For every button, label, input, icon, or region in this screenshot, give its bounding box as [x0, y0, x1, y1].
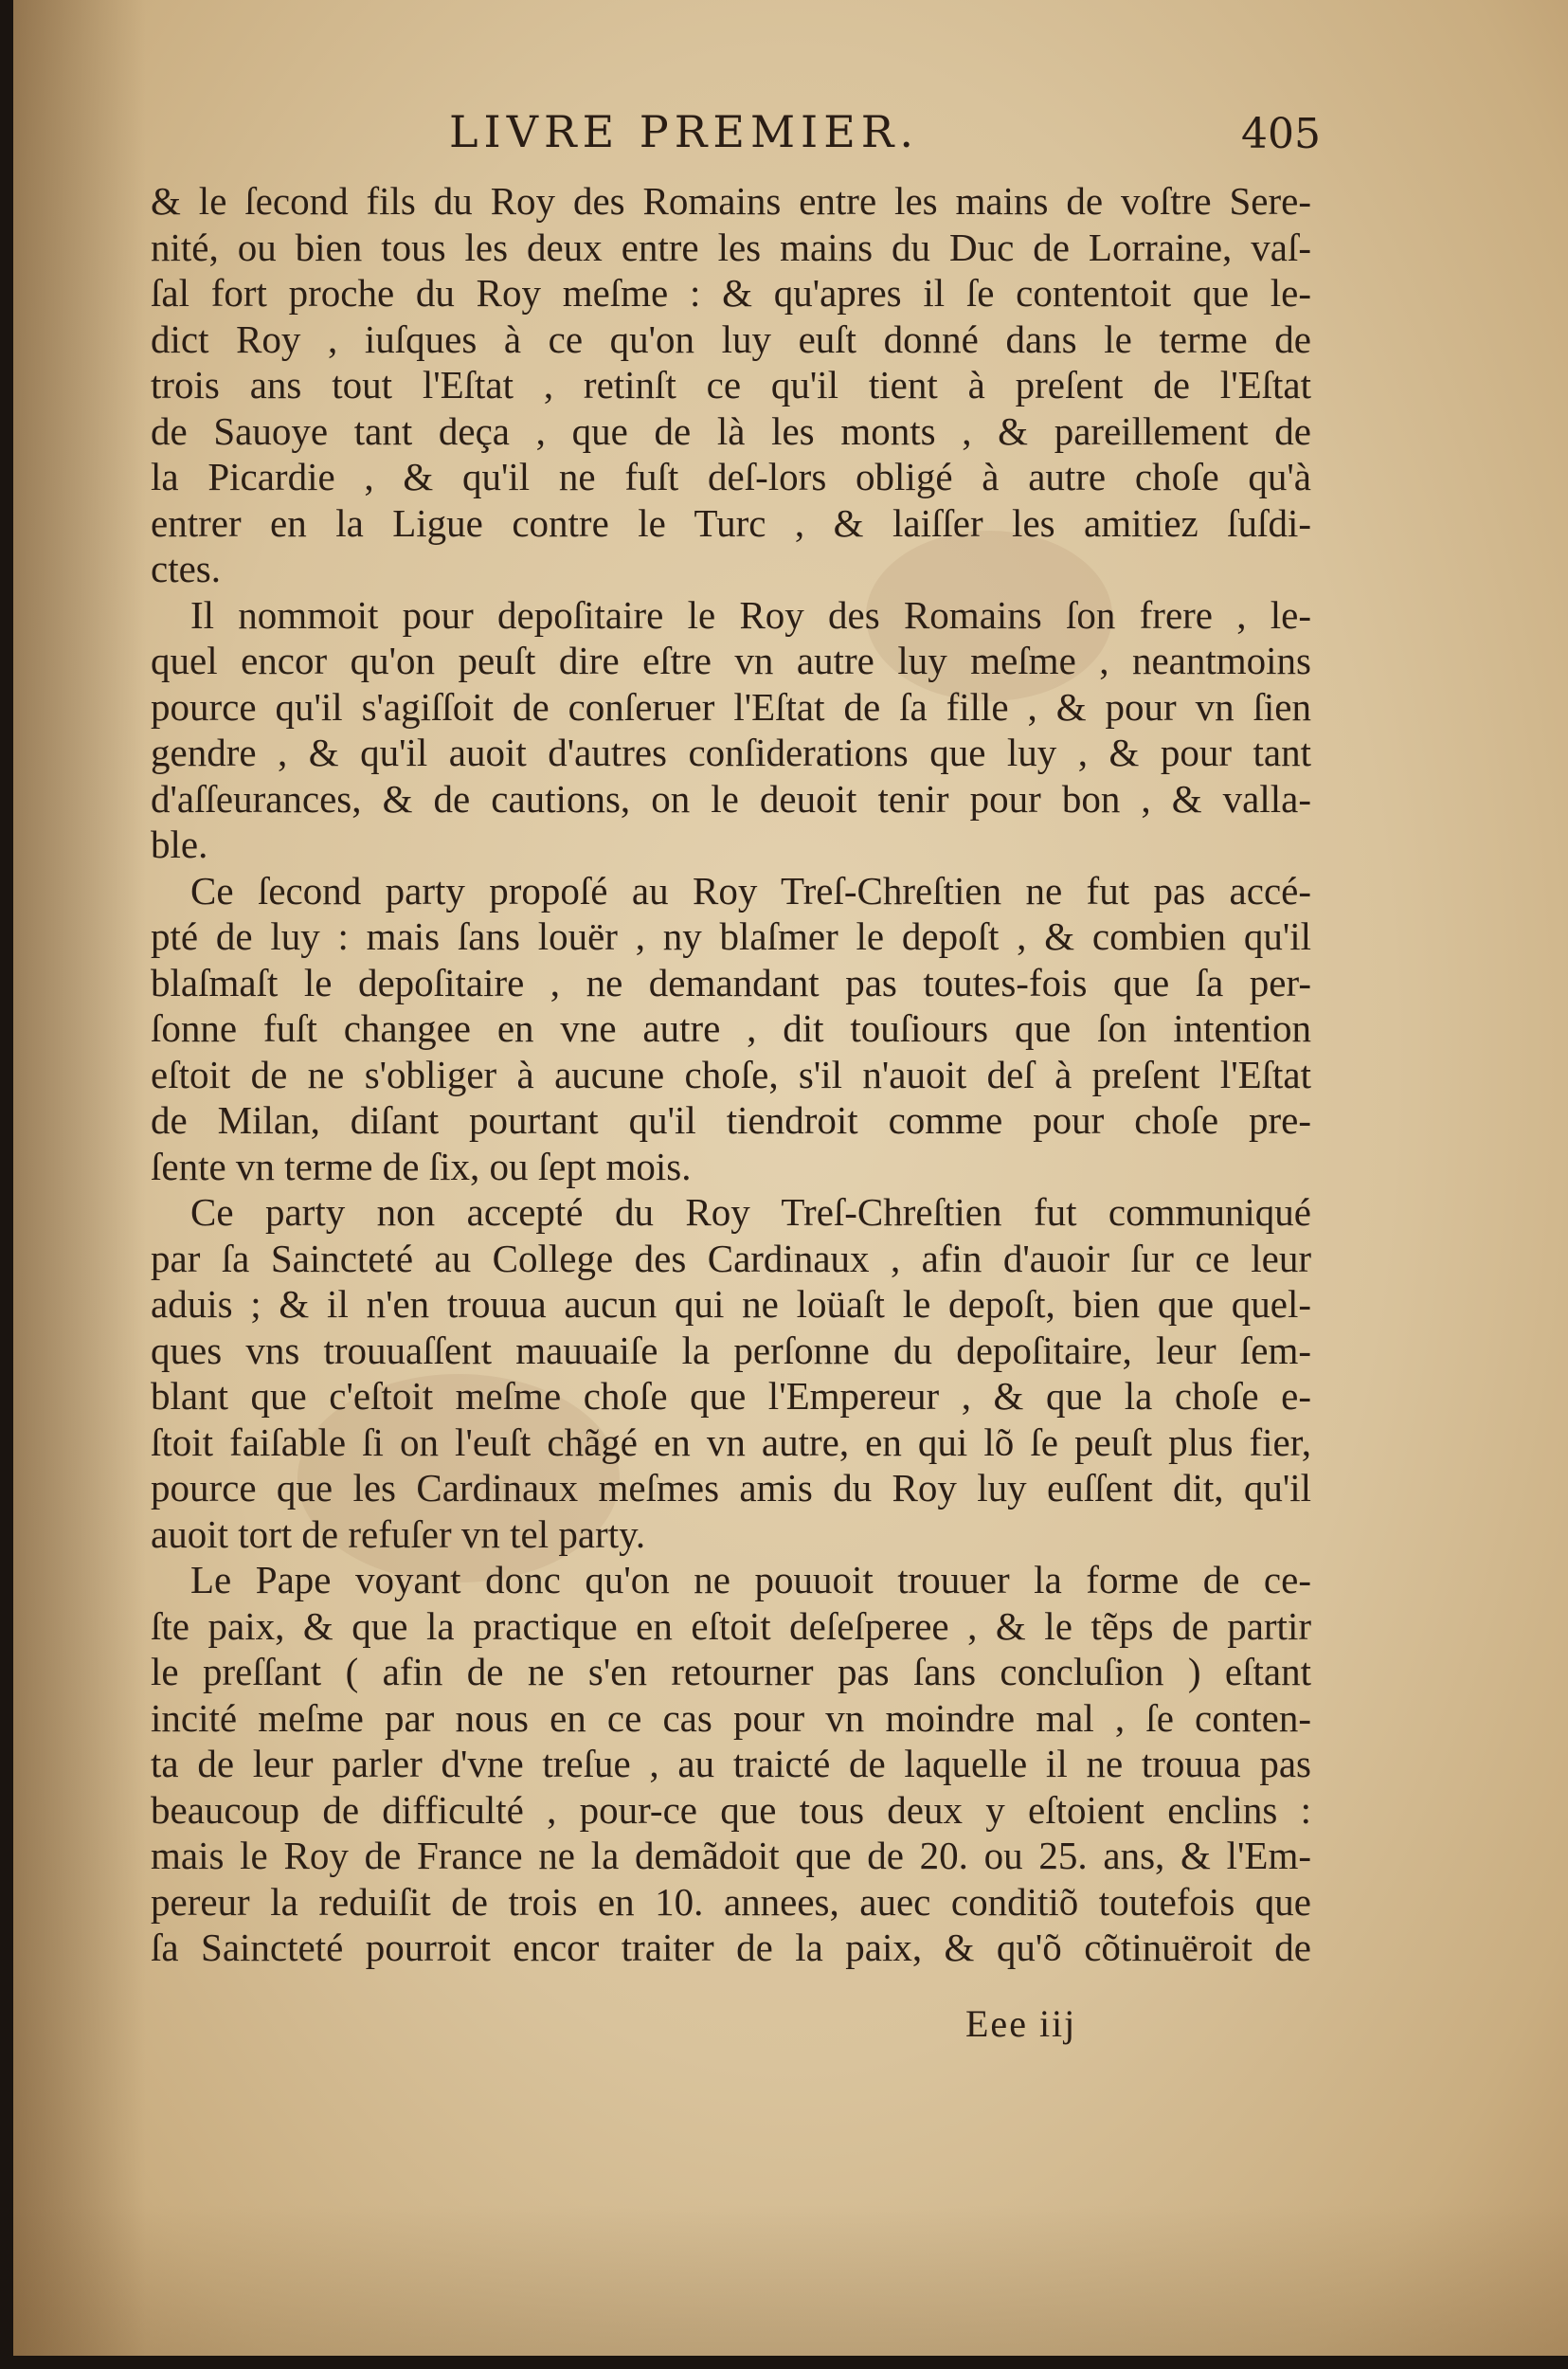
text-line: pource que les Cardinaux meſmes amis du Roy luy euſſent dit, qu'il [151, 1466, 1311, 1510]
paragraph-first-line: Le Pape voyant donc qu'on ne pouuoit trouuer la forme de ce- [190, 1558, 1311, 1601]
paragraph-first-line: Il nommoit pour depoſitaire le Roy des Romains ſon frere , le- [190, 592, 1311, 637]
text-line: d'aſſeurances, & de cautions, on le deuoit tenir pour bon , & valla- [151, 776, 1311, 821]
paragraph-first-line: Ce ſecond party propoſé au Roy Treſ-Chreſtien ne fut pas accé- [190, 868, 1311, 913]
text-line: eſtoit de ne s'obliger à aucune choſe, s'il n'auoit deſ à preſent l'Eſtat [151, 1052, 1311, 1096]
paragraph-first-line: Ce party non accepté du Roy Treſ-Chreſtien fut communiqué [190, 1190, 1311, 1234]
text-line: gendre , & qu'il auoit d'autres conſiderations que luy , & pour tant [151, 731, 1311, 774]
text-line: blaſmaſt le depoſitaire , ne demandant pas toutes-fois que ſa per- [151, 960, 1311, 1004]
text-line: la Picardie , & qu'il ne fuſt deſ-lors obligé à autre choſe qu'à [151, 455, 1311, 498]
text-line: ſente vn terme de ſix, ou ſept mois. [151, 1144, 692, 1188]
text-line: de Milan, diſant pourtant qu'il tiendroit comme pour choſe pre- [151, 1098, 1311, 1142]
page-number: 405 [1241, 110, 1321, 158]
text-line: par ſa Saincteté au College des Cardinaux , afin d'auoir ſur ce leur [151, 1236, 1311, 1280]
page-header [146, 106, 1321, 163]
text-line: de Sauoye tant deça , que de là les monts , & pareillement de [151, 408, 1311, 453]
text-line: ques vns trouuaſſent mauuaiſe la perſonne du depoſitaire, leur ſem- [151, 1328, 1311, 1372]
text-line: ble. [151, 823, 208, 866]
text-line: blant que c'eſtoit meſme choſe que l'Empereur , & que la choſe e- [151, 1374, 1311, 1418]
text-line: incité meſme par nous en ce cas pour vn moindre mal , ſe conten- [151, 1695, 1311, 1740]
text-line: & le ſecond fils du Roy des Romains entre les mains de voſtre Sere- [151, 179, 1311, 223]
text-line: aduis ; & il n'en trouua aucun qui ne loüaſt le depoſt, bien que quel- [151, 1282, 1311, 1326]
text-line: entrer en la Ligue contre le Turc , & laiſſer les amitiez ſuſdi- [151, 500, 1311, 545]
text-line: nité, ou bien tous les deux entre les mains du Duc de Lorraine, vaſ- [151, 225, 1311, 269]
text-line: dict Roy , iuſques à ce qu'on luy euſt donné dans le terme de [151, 316, 1311, 361]
text-line: ctes. [151, 547, 221, 590]
text-line: ſte paix, & que la practique en eſtoit deſeſperee , & le tẽps de partir [151, 1603, 1311, 1648]
text-line: pource qu'il s'agiſſoit de conſeruer l'Eſtat de ſa fille , & pour vn ſien [151, 684, 1311, 729]
text-line: auoit tort de refuſer vn tel party. [151, 1511, 646, 1556]
text-line: trois ans tout l'Eſtat , retinſt ce qu'il tient à preſent de l'Eſtat [151, 363, 1311, 407]
signature-mark: Eee iij [965, 2002, 1077, 2045]
text-line: pereur la reduiſit de trois en 10. annees, auec conditiõ toutefois que [151, 1879, 1311, 1924]
text-line: ſonne fuſt changee en vne autre , dit touſiours que ſon intention [151, 1006, 1311, 1050]
text-line: mais le Roy de France ne la demãdoit que de 20. ou 25. ans, & l'Em- [151, 1834, 1311, 1877]
text-line: ſtoit faiſable ſi on l'euſt chãgé en vn autre, en qui lõ ſe peuſt plus fier, [151, 1420, 1311, 1464]
body-text [151, 178, 1311, 1971]
running-head: LIVRE PREMIER. [449, 106, 920, 157]
book-page [13, 0, 1568, 2356]
text-line: le preſſant ( afin de ne s'en retourner pas ſans concluſion ) eſtant [151, 1650, 1311, 1693]
text-line: ſa Saincteté pourroit encor traiter de la paix, & qu'õ cõtinuëroit de [151, 1926, 1311, 1969]
text-line: ſal fort proche du Roy meſme : & qu'apres il ſe contentoit que le- [151, 271, 1311, 315]
text-line: ta de leur parler d'vne treſue , au traicté de laquelle il ne trouua pas [151, 1742, 1311, 1785]
text-line: quel encor qu'on peuſt dire eſtre vn autre luy meſme , neantmoins [151, 639, 1311, 682]
text-line: pté de luy : mais ſans louër , ny blaſmer le depoſt , & combien qu'il [151, 914, 1311, 958]
text-line: beaucoup de difficulté , pour-ce que tous deux y eſtoient enclins : [151, 1787, 1311, 1832]
